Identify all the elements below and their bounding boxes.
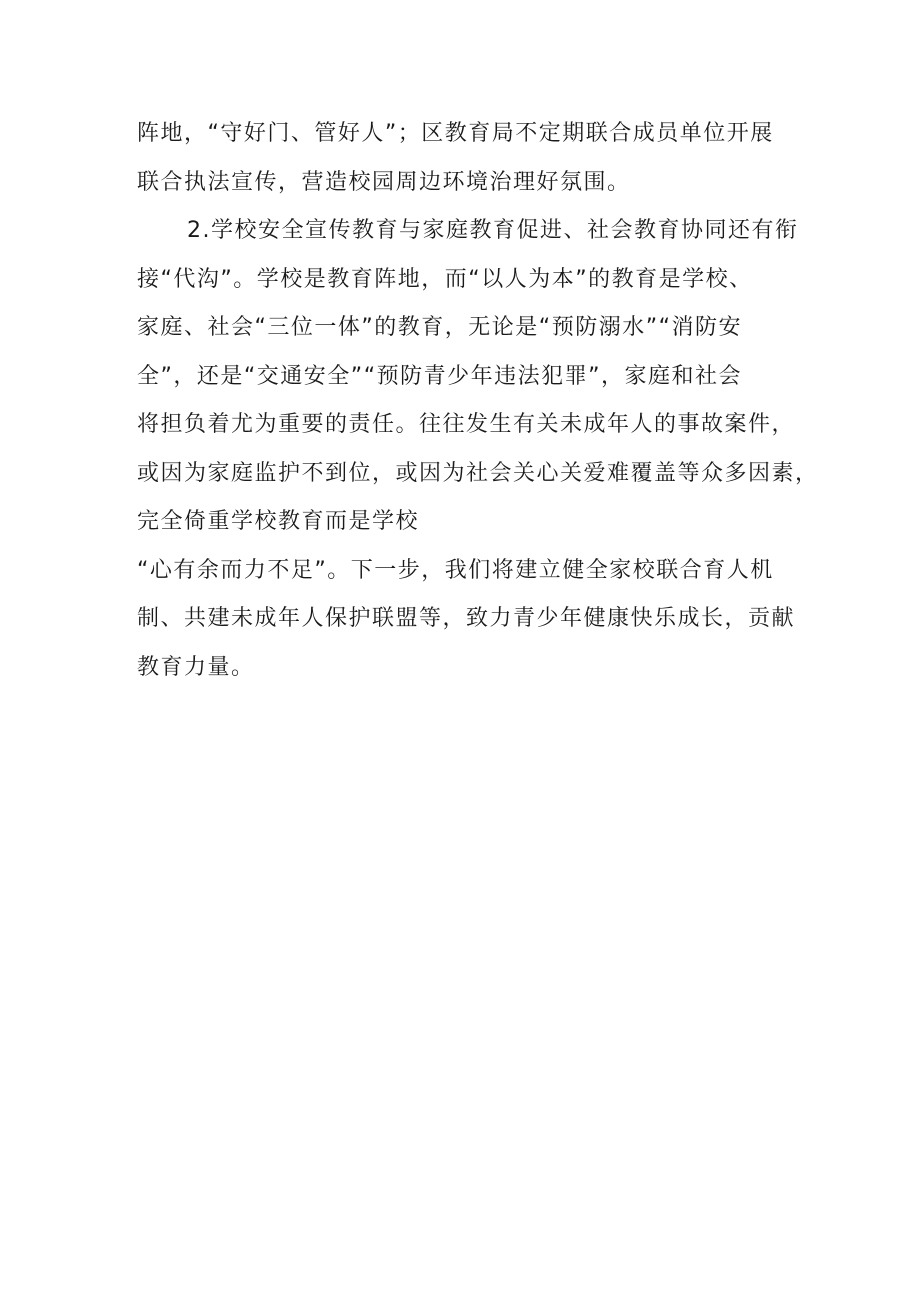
paragraph-line: 将担负着尤为重要的责任。往往发生有关未成年人的事故案件，: [137, 412, 796, 437]
paragraph-line: 2.学校安全宣传教育与家庭教育促进、社会教育协同还有衔: [187, 218, 799, 243]
document-body: [137, 110, 819, 692]
paragraph-line: “心有余而力不足”。下一步，我们将建立健全家校联合育人机: [137, 557, 774, 583]
paragraph-line: 接“代沟”。学校是教育阵地，而“以人为本”的教育是学校、: [137, 266, 753, 292]
paragraph-line: 或因为家庭监护不到位，或因为社会关心关爱难覆盖等众多因素，: [137, 460, 819, 486]
paragraph-line: 家庭、社会“三位一体”的教育，无论是“预防溺水”“消防安: [137, 315, 742, 340]
paragraph-line: 全”，还是“交通安全”“预防青少年违法犯罪”，家庭和社会: [137, 363, 742, 389]
paragraph-line: 阵地，“守好门、管好人”；区教育局不定期联合成员单位开展: [137, 121, 774, 146]
paragraph-line: 联合执法宣传，营造校园周边环境治理好氛围。: [137, 169, 631, 195]
paragraph-line: 完全倚重学校教育而是学校: [137, 509, 420, 534]
paragraph-line: 教育力量。: [137, 654, 255, 680]
paragraph-line: 制、共建未成年人保护联盟等，致力青少年健康快乐成长，贡献: [137, 606, 796, 631]
